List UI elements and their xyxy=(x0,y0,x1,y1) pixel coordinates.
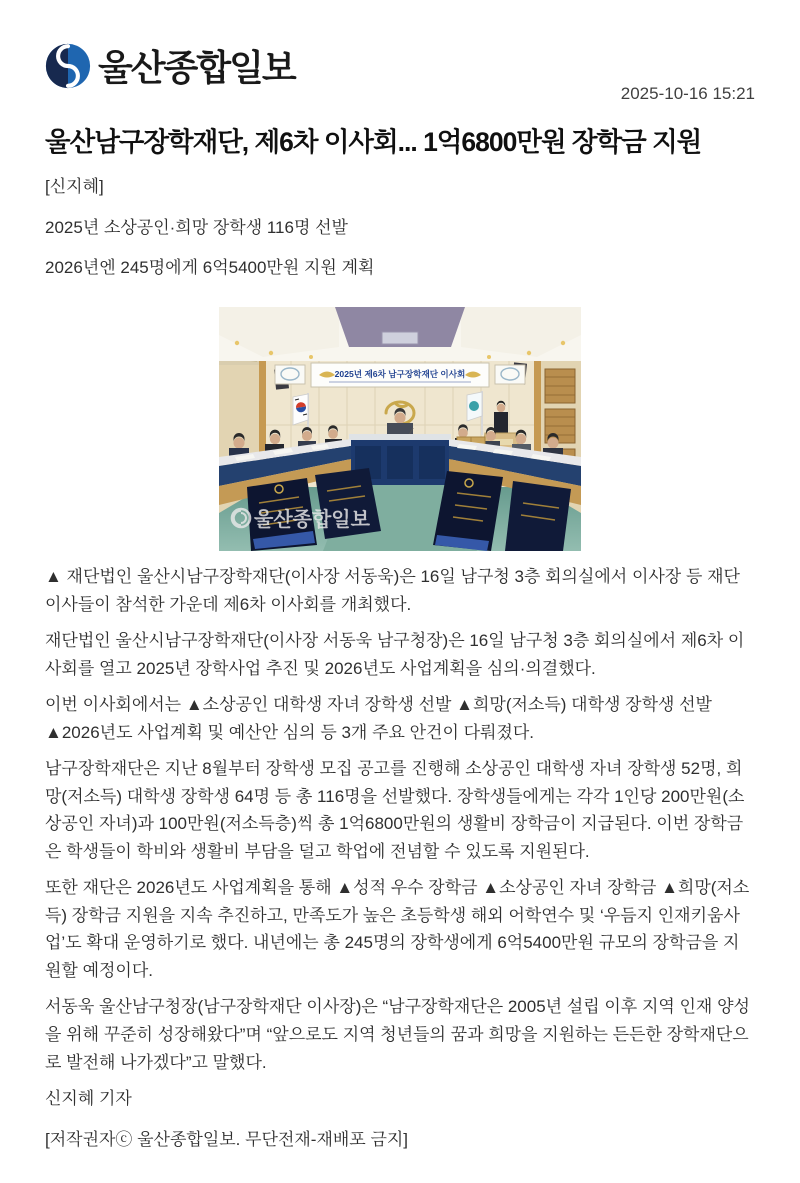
newspaper-logo[interactable] xyxy=(45,40,295,91)
copyright-notice: [저작권자ⓒ 울산종합일보. 무단전재-재배포 금지] xyxy=(45,1130,409,1150)
reporter-byline: 신지혜 기자 xyxy=(45,1089,132,1109)
article-paragraph: 또한 재단은 2026년도 사업계획을 통해 ▲성적 우수 장학금 ▲소상공인 자녀 장학금 ▲희망(저소득) 장학금 지원을 지속 추진하고, 만족도가 높은 초등학생 해외 어학연수 및 ‘우듬지 인재키움사업’도 확대 운영하기로 했다. 내년에는 총 245명의 장학생에게 6억5400만원 규모의 장학금을 지원할 예정이다. xyxy=(45,878,750,980)
masthead xyxy=(45,40,755,102)
article-subhead-1: 2025년 소상공인·희망 장학생 116명 선발 xyxy=(45,217,348,237)
article-headline: 울산남구장학재단, 제6차 이사회... 1억6800만원 장학금 지원 xyxy=(45,127,702,157)
meeting-room-photo xyxy=(219,307,581,551)
article-paragraph: 재단법인 울산시남구장학재단(이사장 서동욱 남구청장)은 16일 남구청 3층 회의실에서 제6차 이사회를 열고 2025년 장학사업 추진 및 2026년도 사업계획을 심의·의결했다. xyxy=(45,631,745,678)
photo-banner-text: 2025년 제6차 남구장학재단 이사회 xyxy=(334,369,466,380)
article-paragraph: 남구장학재단은 지난 8월부터 장학생 모집 공고를 진행해 소상공인 대학생 자녀 장학생 52명, 희망(저소득) 대학생 장학생 64명 등 총 116명을 선발했다. 장학생들에게는 각각 1인당 200만원(소상공인 자녀)과 100만원(저소득층)씩 총 1억6800만원의 생활비 장학금이 지급된다. 이번 장학금은 학생들이 학비와 생활비 부담을 덜고 학업에 전념할 수 있도록 지원된다. xyxy=(45,759,745,861)
article-byline: [신지혜] xyxy=(45,177,104,197)
article-paragraph: 이번 이사회에서는 ▲소상공인 대학생 자녀 장학생 선발 ▲희망(저소득) 대학생 장학생 선발 ▲2026년도 사업계획 및 예산안 심의 등 3개 주요 안건이 다뤄졌다. xyxy=(45,695,712,742)
article-paragraph: 서동욱 울산남구청장(남구장학재단 이사장)은 “남구장학재단은 2005년 설립 이후 지역 인재 양성을 위해 꾸준히 성장해왔다”며 “앞으로도 지역 청년들의 꿈과 희망을 지원하는 든든한 장학재단으로 발전해 나가겠다”고 말했다. xyxy=(45,997,750,1072)
article-subhead-2: 2026년엔 245명에게 6억5400만원 지원 계획 xyxy=(45,258,375,278)
article-photo-container xyxy=(45,307,755,551)
photo-watermark-text: 울산종합일보 xyxy=(254,509,370,532)
newspaper-swirl-icon xyxy=(45,43,91,89)
newspaper-logo-text: 울산종합일보 xyxy=(98,47,295,88)
publish-datetime: 2025-10-16 15:21 xyxy=(620,84,755,103)
photo-caption: ▲ 재단법인 울산시남구장학재단(이사장 서동욱)은 16일 남구청 3층 회의실에서 이사장 등 재단 이사들이 참석한 가운데 제6차 이사회를 개최했다. xyxy=(45,567,740,614)
